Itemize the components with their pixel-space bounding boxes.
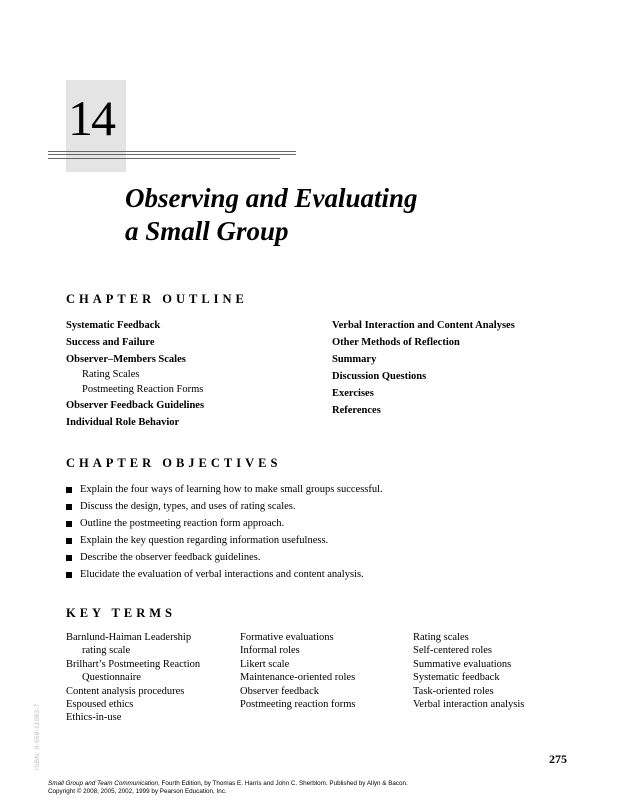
outline-item: References — [332, 405, 381, 416]
key-term: Observer feedback — [240, 685, 319, 697]
chapter-title-line-2: a Small Group — [125, 216, 289, 246]
key-term: Content analysis procedures — [66, 685, 185, 697]
objective-item — [66, 515, 383, 532]
outline-subitem: Postmeeting Reaction Forms — [82, 383, 204, 395]
footer-book-title: Small Group and Team Communication — [48, 780, 159, 787]
key-term: Rating scales — [413, 632, 469, 643]
objective-item — [66, 566, 383, 583]
outline-item: Observer–Members Scales — [66, 354, 186, 365]
chapter-outline-heading: CHAPTER OUTLINE — [66, 292, 248, 306]
square-bullet-icon — [66, 521, 72, 527]
key-term: Likert scale — [240, 658, 290, 670]
square-bullet-icon — [66, 504, 72, 510]
square-bullet-icon — [66, 555, 72, 561]
square-bullet-icon — [66, 487, 72, 493]
key-term: Maintenance-oriented roles — [240, 672, 356, 684]
key-term-continuation: Questionnaire — [82, 672, 141, 684]
key-term: Summative evaluations — [413, 658, 512, 670]
key-term: Formative evaluations — [240, 632, 334, 643]
key-term — [66, 631, 200, 658]
outline-item: Observer Feedback Guidelines — [66, 400, 205, 411]
key-terms-column-2 — [240, 631, 355, 711]
objective-text: Outline the postmeeting reaction form approach. — [80, 518, 285, 529]
decorative-rule — [48, 154, 296, 155]
objective-item — [66, 532, 383, 549]
outline-item: Success and Failure — [66, 337, 155, 348]
square-bullet-icon — [66, 538, 72, 544]
outline-item: Summary — [332, 354, 377, 365]
copyright-footer — [48, 780, 408, 796]
chapter-title-line-1: Observing and Evaluating — [125, 183, 418, 213]
decorative-rule — [48, 151, 296, 152]
outline-item: Verbal Interaction and Content Analyses — [332, 320, 515, 331]
chapter-objectives-heading: CHAPTER OBJECTIVES — [66, 456, 282, 470]
key-terms-heading: KEY TERMS — [66, 606, 176, 620]
key-term-continuation: rating scale — [82, 645, 131, 657]
footer-publication: , Fourth Edition, by Thomas E. Harris and John C. Sherblom. Published by Allyn & Bacon. — [158, 780, 408, 787]
objective-item — [66, 498, 383, 515]
footer-line-1 — [48, 780, 408, 788]
objective-text: Elucidate the evaluation of verbal interactions and content analysis. — [80, 569, 364, 580]
objective-text: Discuss the design, types, and uses of rating scales. — [80, 501, 296, 512]
key-terms-column-3 — [413, 631, 524, 711]
key-term: Task-oriented roles — [413, 685, 494, 697]
outline-item: Exercises — [332, 388, 374, 399]
square-bullet-icon — [66, 572, 72, 578]
footer-copyright: Copyright © 2008, 2005, 2002, 1999 by Pearson Education, Inc. — [48, 788, 227, 795]
objective-item — [66, 481, 383, 498]
outline-item: Discussion Questions — [332, 371, 427, 382]
key-term: Verbal interaction analysis — [413, 699, 525, 711]
page-number: 275 — [549, 752, 567, 766]
chapter-title — [125, 182, 418, 248]
side-isbn-watermark: ISBN: 0-558-11083-7 — [34, 703, 41, 770]
outline-subitem: Rating Scales — [82, 369, 140, 380]
objective-item — [66, 549, 383, 566]
key-term: Systematic feedback — [413, 672, 500, 684]
objective-text: Explain the key question regarding information usefulness. — [80, 535, 329, 546]
outline-column-2 — [332, 317, 515, 419]
outline-item: Individual Role Behavior — [66, 417, 180, 428]
key-term — [66, 658, 200, 685]
key-term: Self-centered roles — [413, 645, 493, 657]
key-term: Espoused ethics — [66, 699, 134, 711]
key-term: Postmeeting reaction forms — [240, 699, 356, 711]
key-term-text: Barnlund-Haiman Leadership — [66, 632, 192, 643]
decorative-rule — [48, 158, 280, 159]
objective-text: Explain the four ways of learning how to make small groups successful. — [80, 484, 383, 495]
objectives-list — [66, 481, 383, 583]
key-term-text: Brilhart’s Postmeeting Reaction — [66, 658, 201, 670]
outline-item: Other Methods of Reflection — [332, 337, 460, 348]
chapter-number: 14 — [68, 90, 114, 146]
outline-item: Systematic Feedback — [66, 320, 161, 331]
key-term: Ethics-in-use — [66, 712, 122, 724]
objective-text: Describe the observer feedback guidelines. — [80, 552, 261, 563]
key-terms-column-1 — [66, 631, 200, 725]
key-term: Informal roles — [240, 645, 300, 657]
outline-column-1 — [66, 317, 204, 431]
